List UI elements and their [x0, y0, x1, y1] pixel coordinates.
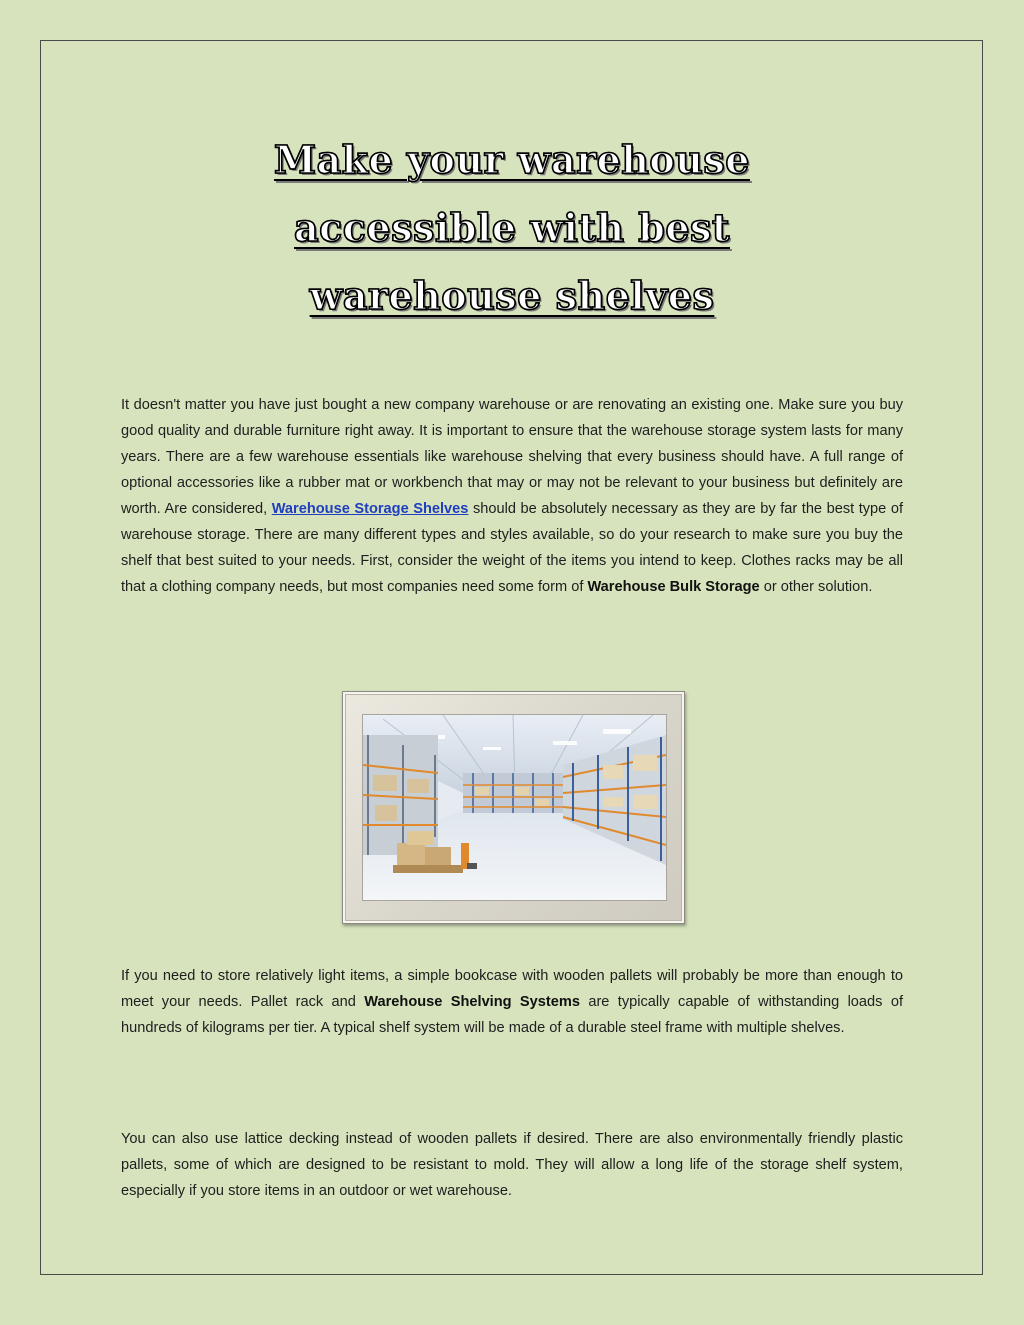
paragraph-lattice-decking: You can also use lattice decking instead of wooden pallets if desired. There are also environmentally friendly plastic pallets, some of which are designed to be resistant to mold. They will allow a long life of the storage shelf system, especially if you store items in an outdoor or wet warehouse. — [121, 1131, 903, 1199]
title-line-3: warehouse shelves — [309, 273, 715, 318]
page-title — [120, 126, 904, 330]
paragraph-intro-text-cont: should be absolutely necessary as they are by far the best type of warehouse storage. There are many different types and styles available, so do your research to make sure you buy the shelf that best suited to your needs. First, consider the weight of the items you intend to keep. Clothes racks may be all that a clothing company needs, but most companies need some form of — [121, 501, 903, 595]
warehouse-photo-frame — [342, 691, 685, 924]
warehouse-illustration — [363, 715, 666, 900]
warehouse-photo — [363, 715, 666, 900]
paragraph-light-items-text: If you need to store relatively light items, a simple bookcase with wooden pallets will probably be more than enough to meet your needs. Pallet rack and — [121, 968, 903, 1010]
warehouse-bulk-storage-bold: Warehouse Bulk Storage — [587, 579, 760, 595]
title-line-2: accessible with best — [294, 205, 730, 250]
warehouse-storage-shelves-link[interactable]: Warehouse Storage Shelves — [271, 501, 469, 517]
paragraph-light-items — [121, 963, 903, 1041]
title-line-1: Make your warehouse — [274, 137, 750, 182]
paragraph-intro — [121, 392, 903, 600]
paragraph-light-items-text-end: are typically capable of withstanding loads of hundreds of kilograms per tier. A typical shelf system will be made of a durable steel frame with multiple shelves. — [121, 994, 903, 1036]
paragraph-intro-text: It doesn't matter you have just bought a new company warehouse or are renovating an existing one. Make sure you buy good quality and durable furniture right away. It is important to ensure that the warehouse storage system lasts for many years. There are a few warehouse essentials like warehouse shelving that every business should have. A full range of optional accessories like a rubber mat or workbench that may or may not be relevant to your business but definitely are worth. Are considered, — [121, 397, 903, 517]
warehouse-shelving-systems-bold: Warehouse Shelving Systems — [364, 994, 580, 1010]
paragraph-intro-text-end: or other solution. — [759, 579, 873, 595]
